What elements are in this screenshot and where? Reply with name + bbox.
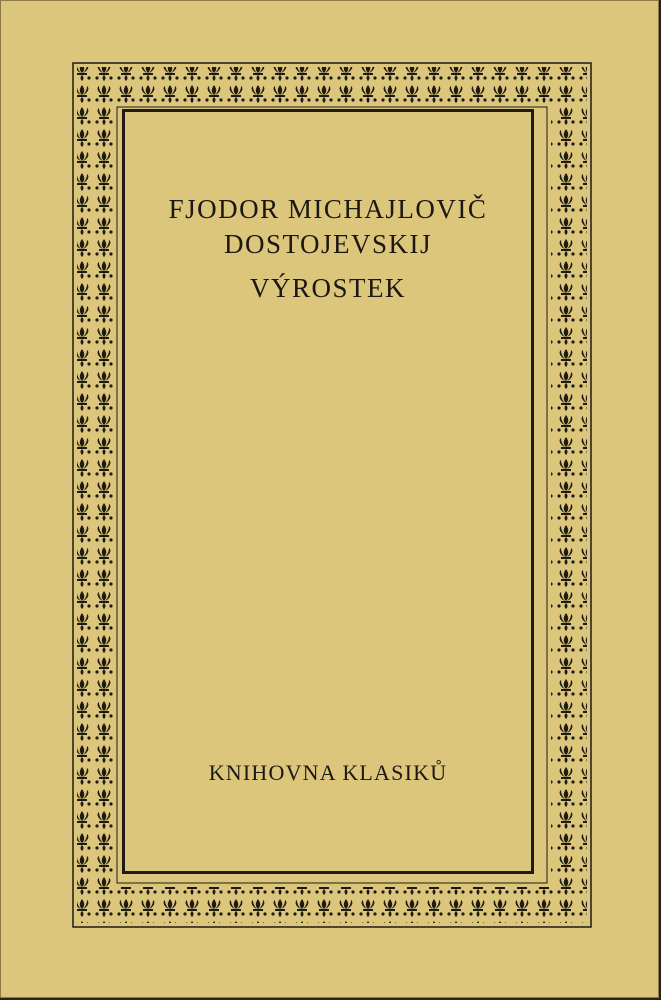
book-title: VÝROSTEK (249, 273, 406, 303)
author-line-2: DOSTOJEVSKIJ (223, 229, 433, 259)
author-line-1: FJODOR MICHAJLOVIČ (168, 194, 488, 224)
series-name: KNIHOVNA KLASIKŮ (208, 760, 448, 785)
